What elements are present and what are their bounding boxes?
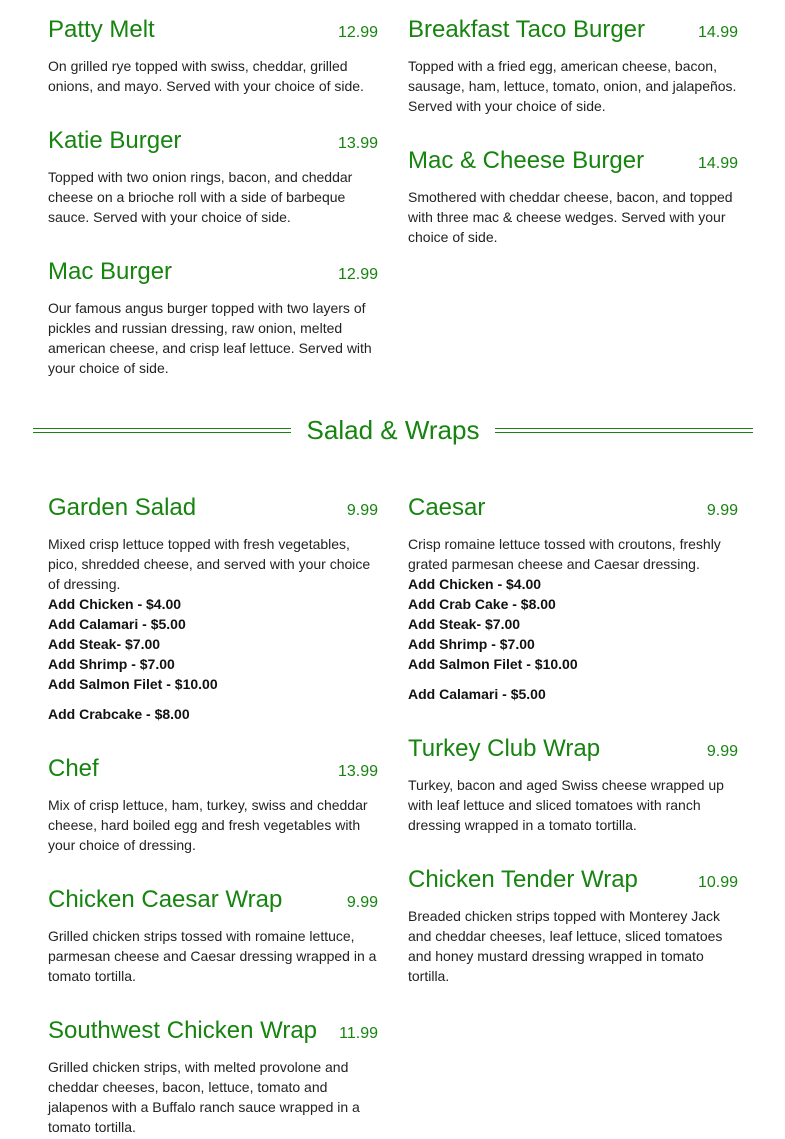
menu-item-mac-cheese-burger <box>408 147 738 247</box>
item-price: 14.99 <box>697 155 738 172</box>
item-name: Chicken Caesar Wrap <box>48 886 283 913</box>
addon-item: Add Chicken - $4.00 <box>48 596 182 612</box>
item-price: 11.99 <box>339 1025 378 1042</box>
item-name: Mac Burger <box>48 258 173 285</box>
addon-list <box>48 594 378 694</box>
item-description: Topped with two onion rings, bacon, and cheddar cheese on a brioche roll with a side of barbeque sauce. Served with your choice of side. <box>48 169 353 225</box>
item-name: Turkey Club Wrap <box>408 735 601 762</box>
addon-item: Add Salmon Filet - $10.00 <box>48 676 218 692</box>
item-name: Chef <box>48 755 99 782</box>
item-price: 9.99 <box>706 743 738 760</box>
menu-item-mac-burger <box>48 258 378 378</box>
item-description: Mixed crisp lettuce topped with fresh vegetables, pico, shredded cheese, and served with your choice of dressing. <box>48 536 371 592</box>
item-description: Our famous angus burger topped with two layers of pickles and russian dressing, raw onion, melted american cheese, and crisp leaf lettuce. Served with your choice of side. <box>48 300 372 376</box>
section-rule-right <box>495 428 753 433</box>
item-description: Crisp romaine lettuce tossed with croutons, freshly grated parmesan cheese and Caesar dressing. <box>408 536 721 572</box>
item-description: Grilled chicken strips, with melted provolone and cheddar cheeses, bacon, lettuce, tomato and jalapenos with a Buffalo ranch sauce wrapped in a tomato tortilla. <box>48 1059 360 1135</box>
item-name: Mac & Cheese Burger <box>408 147 645 174</box>
addon-item: Add Calamari - $5.00 <box>48 616 186 632</box>
addon-item: Add Steak- $7.00 <box>48 636 161 652</box>
section-header-salad-wraps <box>33 412 753 448</box>
item-description: Topped with a fried egg, american cheese, bacon, sausage, ham, lettuce, tomato, onion, and jalapeños. Served with your choice of side. <box>408 58 737 114</box>
menu-item-caesar <box>408 494 738 704</box>
addon-item-extra: Add Calamari - $5.00 <box>408 686 546 702</box>
addon-item: Add Steak- $7.00 <box>408 616 521 632</box>
addon-item: Add Shrimp - $7.00 <box>408 636 535 652</box>
item-name: Garden Salad <box>48 494 197 521</box>
addon-item: Add Crab Cake - $8.00 <box>408 596 556 612</box>
item-name: Southwest Chicken Wrap <box>48 1017 318 1044</box>
item-description: Turkey, bacon and aged Swiss cheese wrapped up with leaf lettuce and sliced tomatoes with ranch dressing wrapped in a tomato tortilla. <box>408 777 724 833</box>
item-name: Katie Burger <box>48 127 182 154</box>
menu-item-southwest-chicken-wrap <box>48 1017 378 1137</box>
item-description: Mix of crisp lettuce, ham, turkey, swiss and cheddar cheese, hard boiled egg and fresh vegetables with your choice of dressing. <box>48 797 368 853</box>
menu-item-turkey-club-wrap <box>408 735 738 835</box>
section-title: Salad & Wraps <box>306 415 480 445</box>
item-description: On grilled rye topped with swiss, cheddar, grilled onions, and mayo. Served with your choice of side. <box>48 58 364 94</box>
addon-item: Add Salmon Filet - $10.00 <box>408 656 578 672</box>
item-name: Caesar <box>408 494 486 521</box>
menu-item-patty-melt <box>48 16 378 96</box>
addon-list <box>408 574 738 674</box>
menu-item-katie-burger <box>48 127 378 227</box>
item-price: 13.99 <box>337 763 378 780</box>
item-price: 13.99 <box>337 135 378 152</box>
item-price: 9.99 <box>706 502 738 519</box>
item-price: 12.99 <box>337 24 378 41</box>
item-description: Grilled chicken strips tossed with romaine lettuce, parmesan cheese and Caesar dressing wrapped in a tomato tortilla. <box>48 928 377 984</box>
addon-item: Add Chicken - $4.00 <box>408 576 542 592</box>
addon-item-extra: Add Crabcake - $8.00 <box>48 706 190 722</box>
menu-item-breakfast-taco-burger <box>408 16 738 116</box>
item-description: Smothered with cheddar cheese, bacon, and topped with three mac & cheese wedges. Served with your choice of side. <box>408 189 733 245</box>
menu-item-garden-salad <box>48 494 378 724</box>
item-description: Breaded chicken strips topped with Monterey Jack and cheddar cheeses, leaf lettuce, sliced tomatoes and honey mustard dressing wrapped in tomato tortilla. <box>408 908 723 984</box>
item-price: 12.99 <box>337 266 378 283</box>
item-name: Breakfast Taco Burger <box>408 16 646 43</box>
menu-item-chicken-caesar-wrap <box>48 886 378 986</box>
section-rule-left <box>33 428 291 433</box>
item-name: Patty Melt <box>48 16 155 43</box>
item-name: Chicken Tender Wrap <box>408 866 638 893</box>
menu-item-chef <box>48 755 378 855</box>
addon-item: Add Shrimp - $7.00 <box>48 656 175 672</box>
menu-item-chicken-tender-wrap <box>408 866 738 986</box>
item-price: 10.99 <box>697 874 738 891</box>
item-price: 14.99 <box>697 24 738 41</box>
item-price: 9.99 <box>346 502 378 519</box>
item-price: 9.99 <box>346 894 378 911</box>
